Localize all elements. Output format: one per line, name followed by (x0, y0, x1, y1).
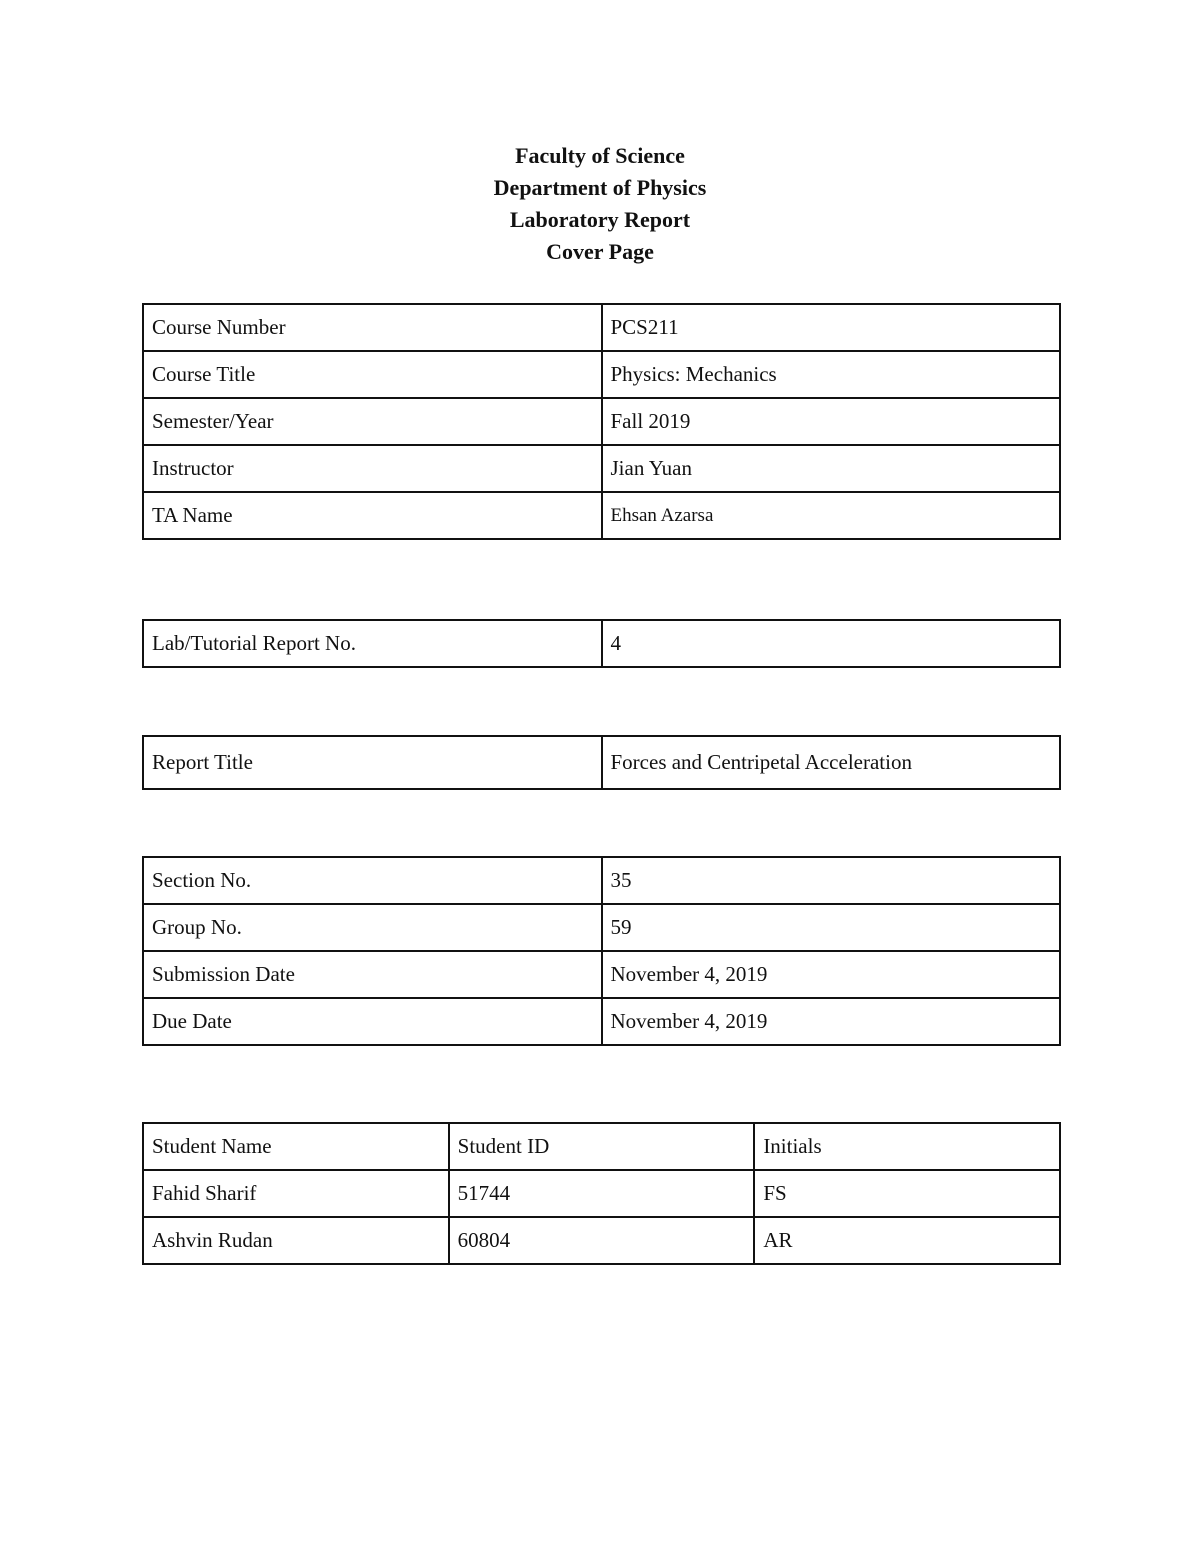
initials-cell: FS (754, 1170, 1060, 1217)
lab-report-number-label: Lab/Tutorial Report No. (143, 620, 602, 667)
table-row (143, 445, 1060, 492)
department-title: Department of Physics (493, 175, 707, 200)
submission-info-table (142, 856, 1061, 1046)
group-number-value: 59 (602, 904, 1061, 951)
ta-name-value: Ehsan Azarsa (602, 492, 1061, 539)
table-row (143, 951, 1060, 998)
table-row (143, 304, 1060, 351)
section-number-value: 35 (602, 857, 1061, 904)
submission-date-label: Submission Date (143, 951, 602, 998)
student-id-cell: 60804 (449, 1217, 755, 1264)
semester-year-value: Fall 2019 (602, 398, 1061, 445)
due-date-value: November 4, 2019 (602, 998, 1061, 1045)
table-row (143, 1170, 1060, 1217)
initials-cell: AR (754, 1217, 1060, 1264)
table-row (143, 904, 1060, 951)
table-header-row (143, 1123, 1060, 1170)
submission-date-value: November 4, 2019 (602, 951, 1061, 998)
lab-report-number-value: 4 (602, 620, 1061, 667)
section-number-label: Section No. (143, 857, 602, 904)
student-id-cell: 51744 (449, 1170, 755, 1217)
table-row (143, 492, 1060, 539)
report-type-title: Laboratory Report (509, 207, 691, 232)
report-title-value: Forces and Centripetal Acceleration (602, 736, 1061, 789)
table-row (143, 998, 1060, 1045)
cover-header (0, 140, 1200, 268)
student-name-header: Student Name (143, 1123, 449, 1170)
faculty-title: Faculty of Science (515, 143, 685, 168)
table-row (143, 351, 1060, 398)
course-number-label: Course Number (143, 304, 602, 351)
report-title-table (142, 735, 1061, 790)
group-number-label: Group No. (143, 904, 602, 951)
table-row (143, 857, 1060, 904)
table-row (143, 620, 1060, 667)
table-row (143, 1217, 1060, 1264)
instructor-label: Instructor (143, 445, 602, 492)
student-name-cell: Ashvin Rudan (143, 1217, 449, 1264)
semester-year-label: Semester/Year (143, 398, 602, 445)
table-row (143, 398, 1060, 445)
initials-header: Initials (754, 1123, 1060, 1170)
course-info-table (142, 303, 1061, 540)
course-title-label: Course Title (143, 351, 602, 398)
course-number-value: PCS211 (602, 304, 1061, 351)
instructor-value: Jian Yuan (602, 445, 1061, 492)
course-title-value: Physics: Mechanics (602, 351, 1061, 398)
ta-name-label: TA Name (143, 492, 602, 539)
lab-report-table (142, 619, 1061, 668)
due-date-label: Due Date (143, 998, 602, 1045)
student-name-cell: Fahid Sharif (143, 1170, 449, 1217)
page-title: Cover Page (546, 239, 654, 264)
table-row (143, 736, 1060, 789)
report-title-label: Report Title (143, 736, 602, 789)
students-table (142, 1122, 1061, 1265)
student-id-header: Student ID (449, 1123, 755, 1170)
